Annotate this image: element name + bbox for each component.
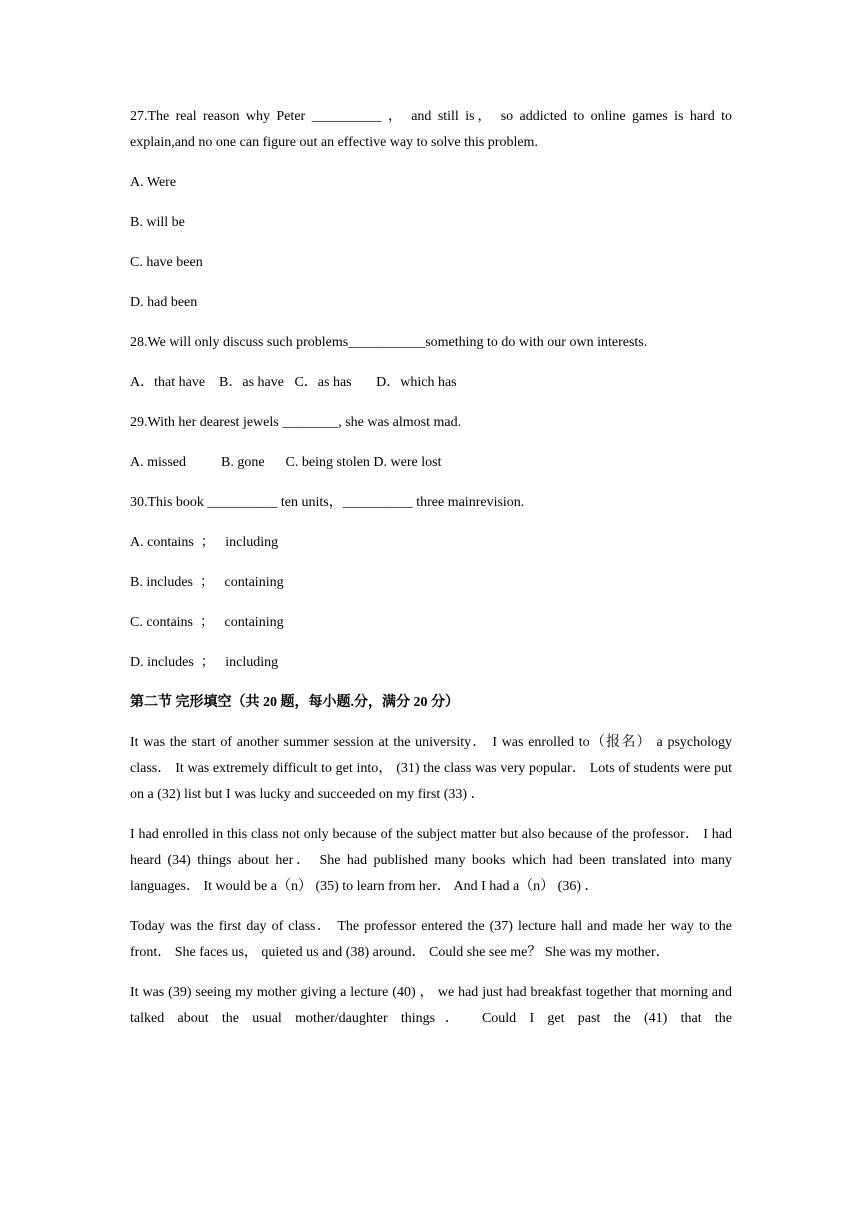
cloze-paragraph-4: It was (39) seeing my mother giving a lecture (40) ， we had just had breakfast together that morning and talked about the usual mother/daughter things． Could I get past the (41) that the <box>130 985 732 1026</box>
question-29-stem: 29.With her dearest jewels ________, she was almost mad. <box>130 415 462 430</box>
question-30-option-a: A. contains ； including <box>130 535 279 550</box>
question-27-stem: 27.The real reason why Peter __________ ， and still is， so addicted to online games is hard to explain,and no one can figure out an effective way to solve this problem. <box>130 109 732 150</box>
question-27-option-a: A. Were <box>130 175 177 190</box>
document-page <box>130 104 732 1046</box>
question-30-stem: 30.This book __________ ten units，__________ three mainrevision. <box>130 495 525 510</box>
question-27-option-b: B. will be <box>130 215 185 230</box>
question-30-option-c: C. contains ； containing <box>130 615 284 630</box>
section-heading: 第二节 完形填空（共 20 题，每小题.分，满分 20 分） <box>130 695 459 710</box>
question-30-option-d: D. includes ； including <box>130 655 279 670</box>
question-27-option-d: D. had been <box>130 295 198 310</box>
question-28-stem: 28.We will only discuss such problems___________something to do with our own interests. <box>130 335 648 350</box>
question-29-options: A. missed B. gone C. being stolen D. were lost <box>130 455 442 470</box>
cloze-paragraph-3: Today was the first day of class． The professor entered the (37) lecture hall and made her way to the front． She faces us， quieted us and (38) around． Could she see me？ She was my mother． <box>130 919 732 960</box>
question-28-options: A．that have B．as have C．as has D．which has <box>130 375 457 390</box>
question-30-option-b: B. includes ； containing <box>130 575 284 590</box>
cloze-paragraph-1: It was the start of another summer session at the university． I was enrolled to（报名） a psychology class． It was extremely difficult to get into， (31) the class was very popular． Lots of students were put on a (32) list but I was lucky and succeeded on my first (33) ． <box>130 735 732 802</box>
cloze-paragraph-2: I had enrolled in this class not only because of the subject matter but also because of the professor． I had heard (34) things about her． She had published many books which had been translated into many languages． It would be a（n） (35) to learn from her． And I had a（n） (36) ． <box>130 827 732 894</box>
question-27-option-c: C. have been <box>130 255 203 270</box>
